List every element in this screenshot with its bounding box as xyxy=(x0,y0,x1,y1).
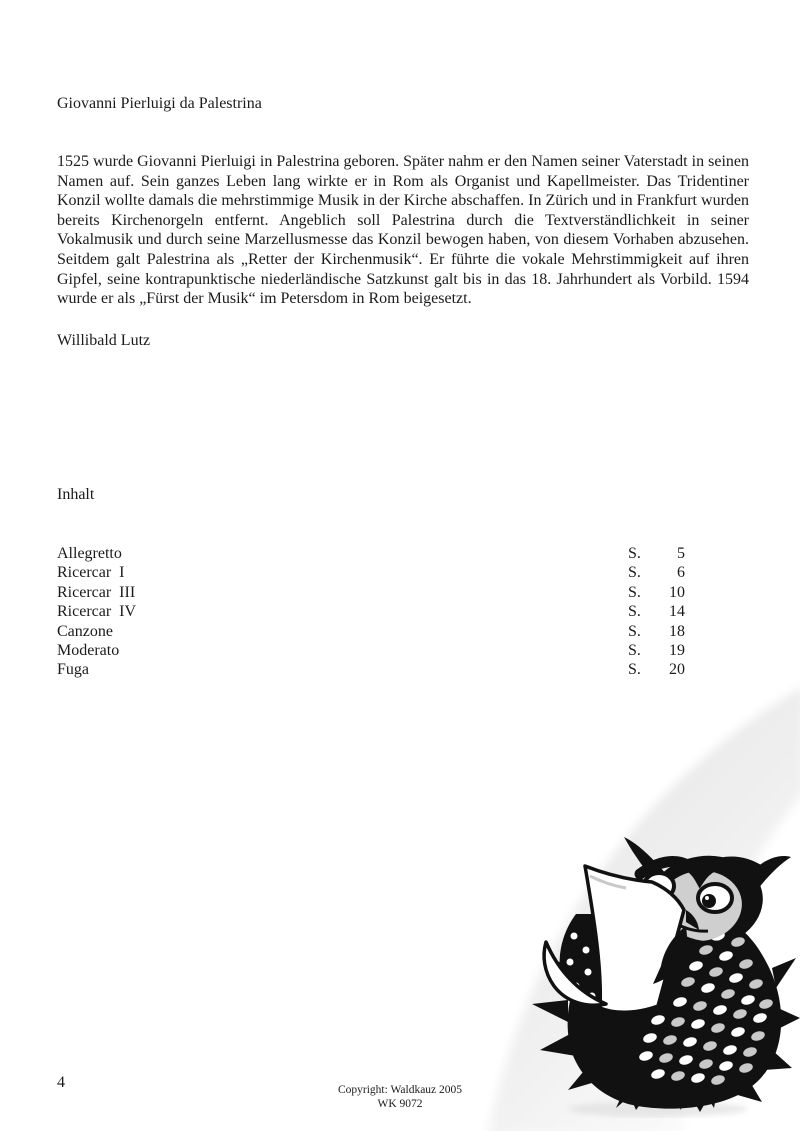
contents-heading: Inhalt xyxy=(57,486,95,503)
toc-page-number: 19 xyxy=(669,641,685,659)
toc-page-number: 5 xyxy=(677,545,685,562)
page-number: 4 xyxy=(57,1074,65,1091)
toc-page-number: 20 xyxy=(669,661,685,679)
toc-row xyxy=(57,660,685,679)
toc-row xyxy=(57,641,685,660)
toc-page-number: 10 xyxy=(669,583,685,601)
toc-item-label: Ricercar III xyxy=(57,583,136,601)
toc-page-number: 18 xyxy=(669,622,685,640)
toc-page-abbr: S. xyxy=(628,641,641,659)
toc-page-abbr: S. xyxy=(628,603,641,621)
toc-list xyxy=(57,544,685,680)
toc-item-label: Fuga xyxy=(57,661,89,679)
toc-row xyxy=(57,622,685,641)
copyright-line: Copyright: Waldkauz 2005 xyxy=(337,1084,463,1096)
toc-row xyxy=(57,544,685,563)
toc-page-number: 6 xyxy=(677,564,685,582)
toc-page-abbr: S. xyxy=(628,564,641,582)
toc-page-abbr: S. xyxy=(628,622,641,640)
toc-page-abbr: S. xyxy=(628,661,641,679)
toc-item-label: Moderato xyxy=(57,641,120,659)
toc-item-label: Canzone xyxy=(57,622,113,640)
toc-page-abbr: S. xyxy=(628,583,641,601)
toc-row xyxy=(57,602,685,621)
toc-page-number: 14 xyxy=(669,603,685,621)
toc-row xyxy=(57,563,685,582)
author-name: Willibald Lutz xyxy=(57,332,151,349)
toc-item-label: Ricercar I xyxy=(57,564,125,582)
owl-illustration xyxy=(510,818,800,1118)
toc-item-label: Ricercar IV xyxy=(57,603,137,621)
body-paragraph: 1525 wurde Giovanni Pierluigi in Palestrina geboren. Später nahm er den Namen seiner Vaterstadt in seinen Namen auf. Sein ganzes Leben lang wirkte er in Rom als Organist und Kapellmeister. Das Tridentiner Konzil wollte damals die mehrstimmige Musik in der Kirche abschaffen. In Zürich und in Frankfurt wurden bereits Kirchenorgeln entfernt. Angeblich soll Palestrina durch die Textverständlichkeit in seiner Vokalmusik und durch seine Marzellusmesse das Konzil bewogen haben, von diesem Vorhaben abzusehen. Seitdem galt Palestrina als „Retter der Kirchenmusik“. Er führte die vokale Mehrstimmigkeit auf ihren Gipfel, seine kontrapunktische niederländische Satzkunst galt bis in das 18. Jahrhundert als Vorbild. 1594 wurde er als „Fürst der Musik“ im Petersdom in Rom beigesetzt. xyxy=(57,153,749,308)
page-title: Giovanni Pierluigi da Palestrina xyxy=(57,95,262,112)
toc-item-label: Allegretto xyxy=(57,545,122,562)
toc-page-abbr: S. xyxy=(628,545,641,562)
catalog-number: WK 9072 xyxy=(377,1098,423,1110)
copyright-block xyxy=(320,1083,480,1111)
toc-row xyxy=(57,583,685,602)
